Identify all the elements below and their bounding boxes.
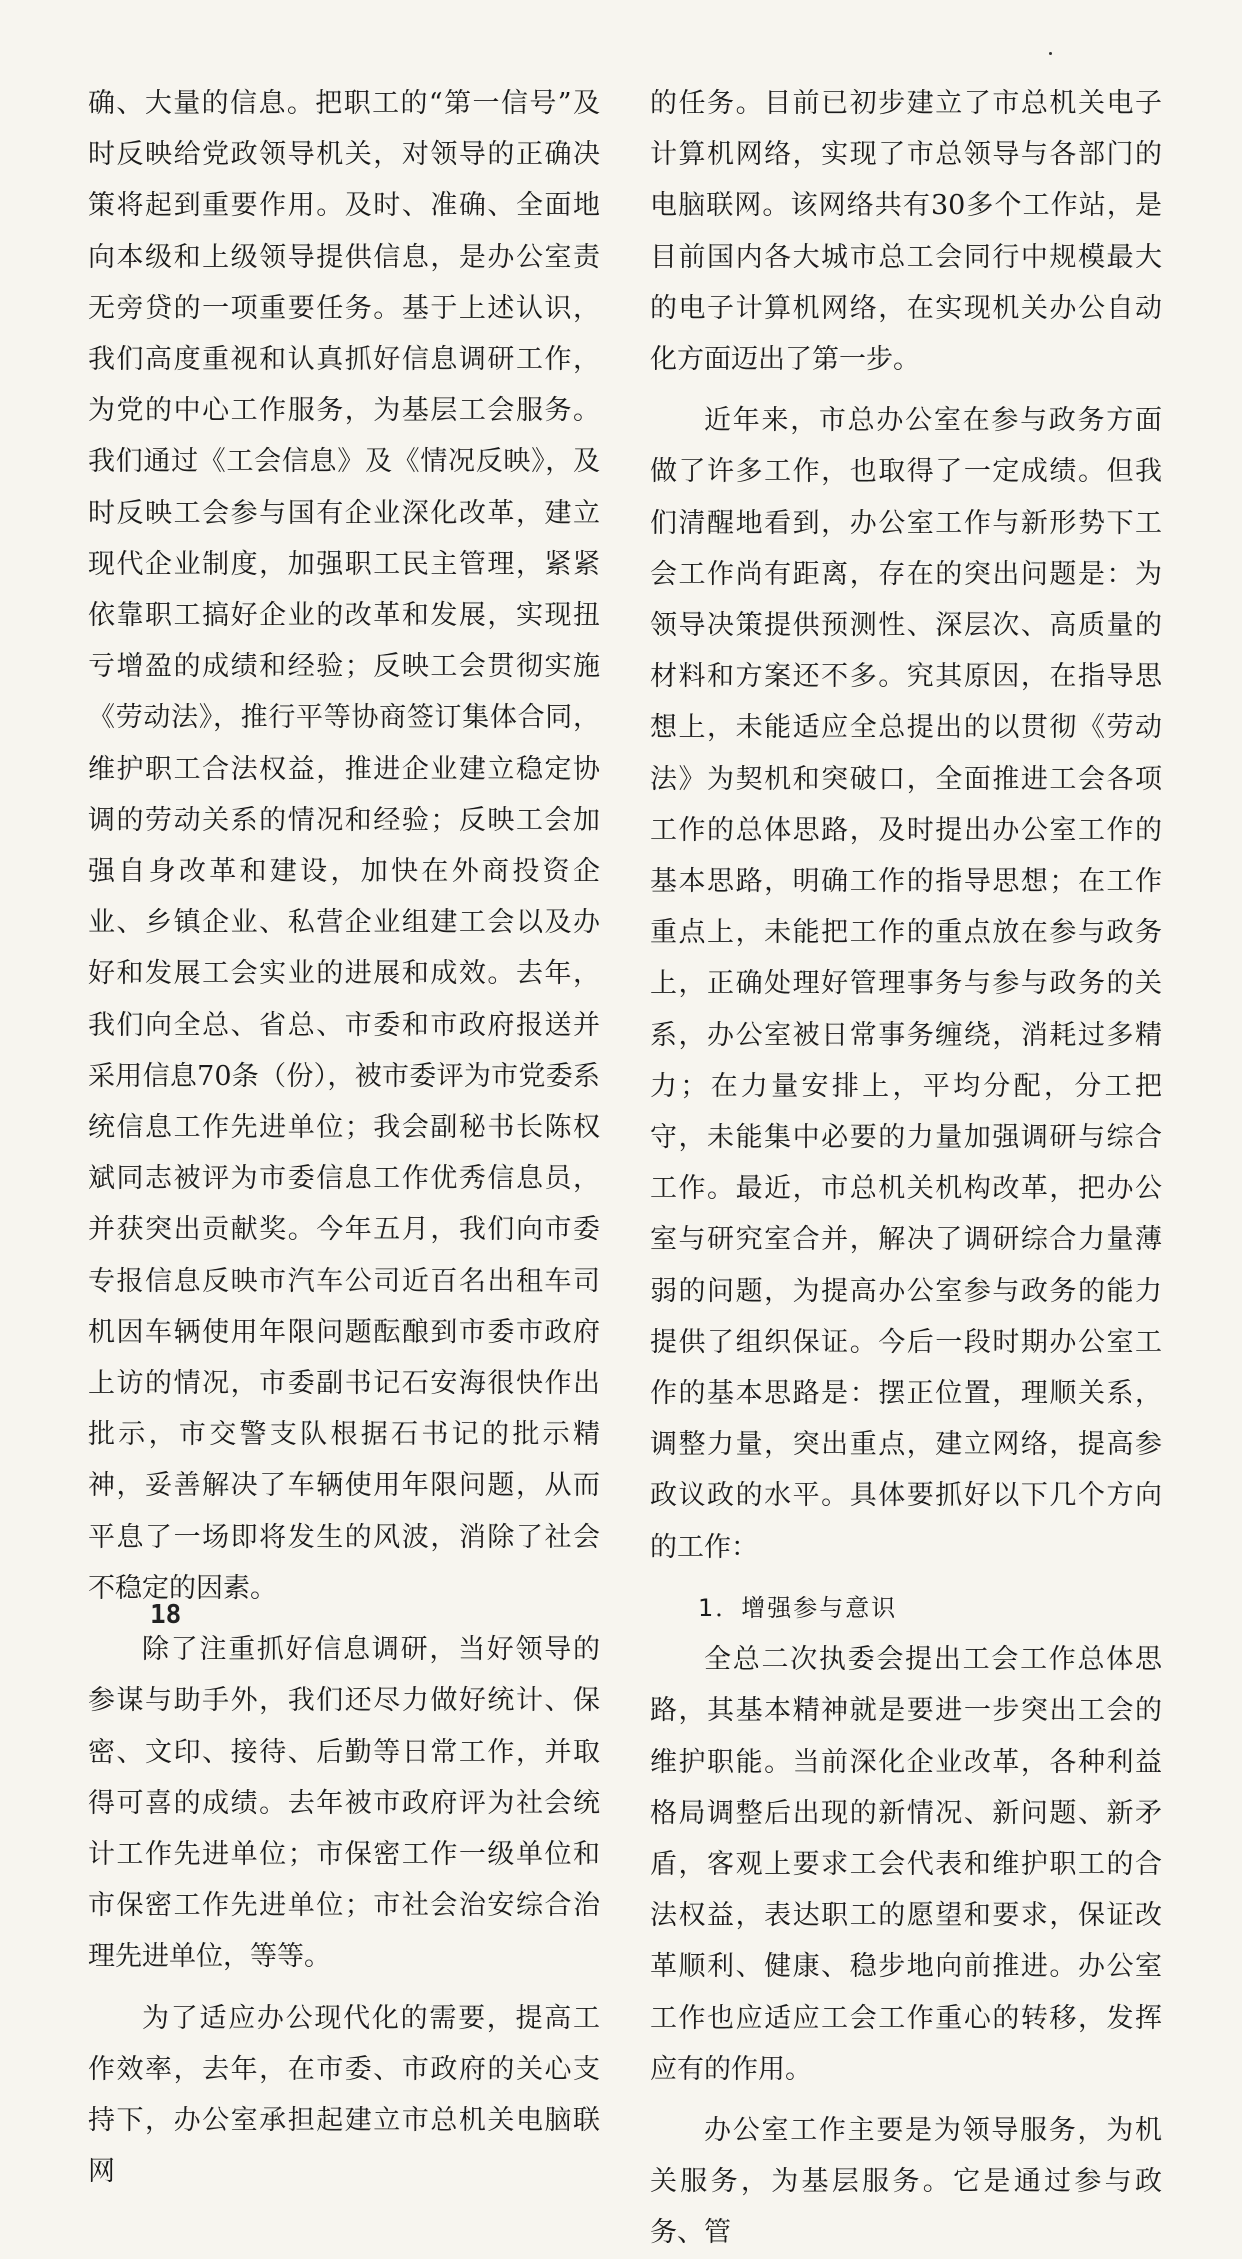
paragraph: 为了适应办公现代化的需要，提高工作效率，去年，在市委、市政府的关心支持下，办公室承担起建立市总机关电脑联网 — [88, 2002, 600, 2188]
paragraph: 近年来，市总办公室在参与政务方面做了许多工作，也取得了一定成绩。但我们清醒地看到，办公室工作与新形势下工会工作尚有距离，存在的突出问题是：为领导决策提供预测性、深层次、高质量的材料和方案还不多。究其原因，在指导思想上，未能适应全总提出的以贯彻《劳动法》为契机和突破口，全面推进工会各项工作的总体思路，及时提出办公室工作的基本思路，明确工作的指导思想；在工作重点上，未能把工作的重点放在参与政务上，正确处理好管理事务与参与政务的关系，办公室被日常事务缠绕，消耗过多精力；在力量安排上，平均分配，分工把守，未能集中必要的力量加强调研与综合工作。最近，市总机关机构改革，把办公室与研究室合并，解决了调研综合力量薄弱的问题，为提高办公室参与政务的能力提供了组织保证。今后一段时期办公室工作的基本思路是：摆正位置，理顺关系，调整力量，突出重点，建立网络，提高参政议政的水平。具体要抓好以下几个方向的工作： — [650, 405, 1162, 1563]
right-column — [650, 78, 1162, 2259]
page-number: 18 — [150, 1600, 182, 1630]
paragraph: 办公室工作主要是为领导服务，为机关服务，为基层服务。它是通过参与政务、管 — [650, 2114, 1162, 2249]
left-column — [88, 78, 600, 2197]
print-speck — [1049, 52, 1052, 55]
paragraph: 全总二次执委会提出工会工作总体思路，其基本精神就是要进一步突出工会的维护职能。当前深化企业改革，各种利益格局调整后出现的新情况、新问题、新矛盾，客观上要求工会代表和维护职工的合法权益，表达职工的愿望和要求，保证改革顺利、健康、稳步地向前推进。办公室工作也应适应工会工作重心的转移，发挥应有的作用。 — [650, 1644, 1162, 2085]
paragraph: 的任务。目前已初步建立了市总机关电子计算机网络，实现了市总领导与各部门的电脑联网。该网络共有30多个工作站，是目前国内各大城市总工会同行中规模最大的电子计算机网络，在实现机关办公自动化方面迈出了第一步。 — [650, 88, 1162, 376]
paragraph: 除了注重抓好信息调研，当好领导的参谋与助手外，我们还尽力做好统计、保密、文印、接待、后勤等日常工作，并取得可喜的成绩。去年被市政府评为社会统计工作先进单位；市保密工作一级单位和市保密工作先进单位；市社会治安综合治理先进单位，等等。 — [88, 1634, 600, 1973]
section-heading: 1．增强参与意识 — [698, 1593, 898, 1622]
paragraph: 确、大量的信息。把职工的“第一信号”及时反映给党政领导机关，对领导的正确决策将起到重要作用。及时、准确、全面地向本级和上级领导提供信息，是办公室责无旁贷的一项重要任务。基于上述认识，我们高度重视和认真抓好信息调研工作，为党的中心工作服务，为基层工会服务。我们通过《工会信息》及《情况反映》，及时反映工会参与国有企业深化改革，建立现代企业制度，加强职工民主管理，紧紧依靠职工搞好企业的改革和发展，实现扭亏增盈的成绩和经验；反映工会贯彻实施《劳动法》，推行平等协商签订集体合同，维护职工合法权益，推进企业建立稳定协调的劳动关系的情况和经验；反映工会加强自身改革和建设，加快在外商投资企业、乡镇企业、私营企业组建工会以及办好和发展工会实业的进展和成效。去年，我们向全总、省总、市委和市政府报送并采用信息70条（份），被市委评为市党委系统信息工作先进单位；我会副秘书长陈权斌同志被评为市委信息工作优秀信息员，并获突出贡献奖。今年五月，我们向市委专报信息反映市汽车公司近百名出租车司机因车辆使用年限问题酝酿到市委市政府上访的情况，市委副书记石安海很快作出批示，市交警支队根据石书记的批示精神，妥善解决了车辆使用年限问题，从而平息了一场即将发生的风波，消除了社会不稳定的因素。 — [88, 88, 600, 1604]
